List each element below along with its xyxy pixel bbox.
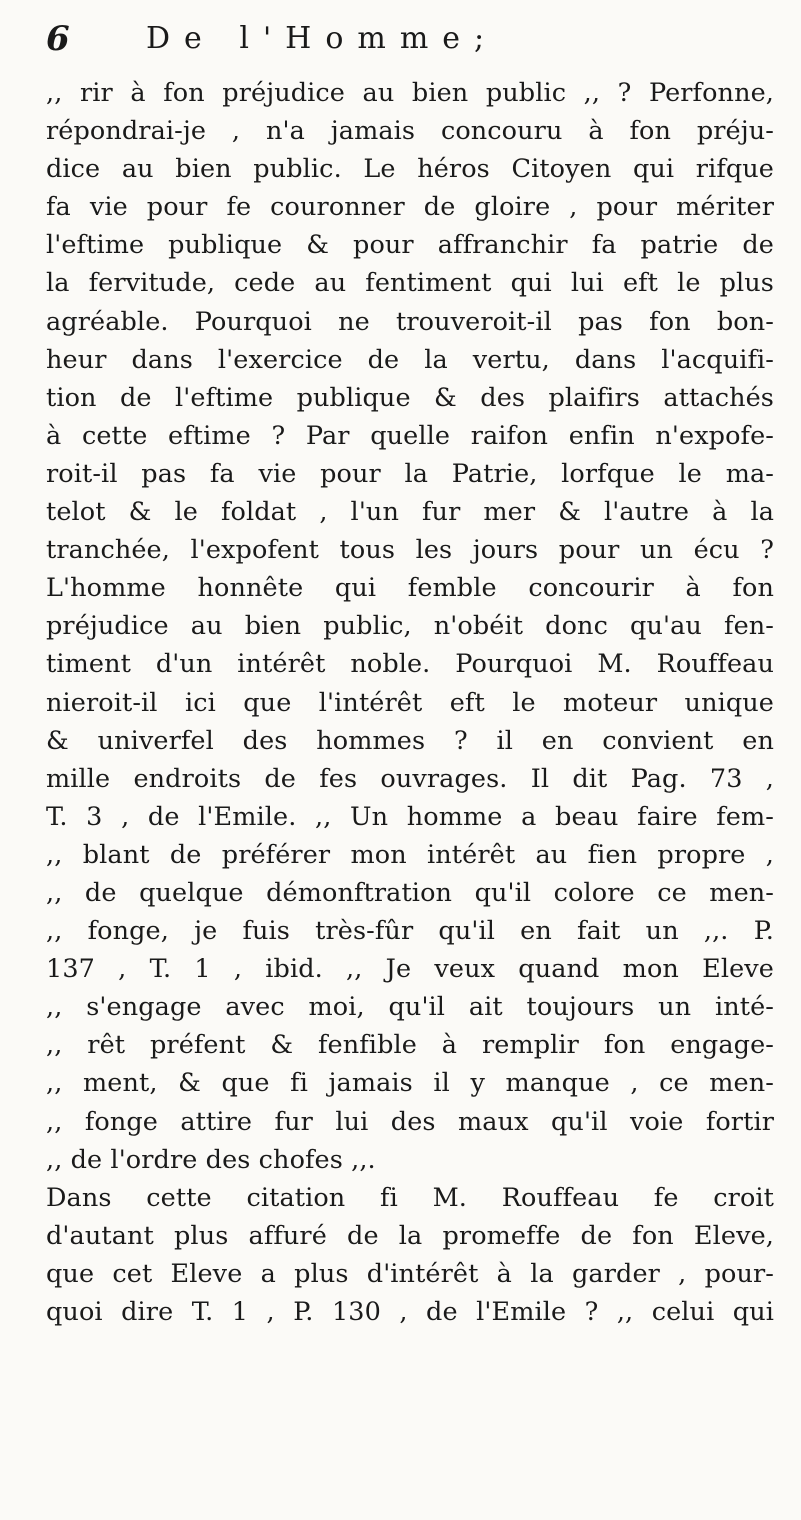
body-text: [46, 74, 774, 1331]
text-line: tion de l'eftime publique & des plaifirs attachés: [46, 382, 774, 413]
text-line: préjudice au bien public, n'obéit donc qu'au fen-: [46, 611, 774, 642]
text-line: ,, fonge, je fuis très-fûr qu'il en fait un ,,. P.: [46, 916, 774, 947]
text-line: à cette eftime ? Par quelle raifon enfin n'expofe-: [46, 420, 774, 451]
text-line: ,, fonge attire fur lui des maux qu'il voie fortir: [46, 1106, 774, 1137]
text-line: quoi dire T. 1 , P. 130 , de l'Emile ? ,, celui qui: [46, 1297, 774, 1327]
text-line: & univerfel des hommes ? il en convient en: [46, 725, 774, 756]
text-line: ,, de l'ordre des chofes ,,.: [46, 1144, 376, 1175]
page-header: [46, 14, 766, 64]
text-line: d'autant plus affuré de la promeffe de fon Eleve,: [46, 1220, 774, 1251]
text-line: L'homme honnête qui femble concourir à fon: [46, 573, 774, 604]
text-line: agréable. Pourquoi ne trouveroit-il pas fon bon-: [46, 306, 774, 337]
text-line: ,, ment, & que fi jamais il y manque , ce men-: [46, 1068, 774, 1099]
text-line: ,, de quelque démonftration qu'il colore ce men-: [46, 877, 774, 908]
text-line: tranchée, l'expofent tous les jours pour un écu ?: [46, 535, 774, 566]
text-line: mille endroits de fes ouvrages. Il dit Pag. 73 ,: [46, 763, 774, 794]
text-line: ,, rêt préfent & fenfible à remplir fon engage-: [46, 1030, 774, 1061]
text-line: roit-il pas fa vie pour la Patrie, lorfque le ma-: [46, 458, 774, 489]
text-line: 137 , T. 1 , ibid. ,, Je veux quand mon Eleve: [46, 954, 774, 985]
text-line: dice au bien public. Le héros Citoyen qui rifque: [46, 154, 774, 185]
page-number: 6: [46, 19, 70, 59]
text-line: répondrai-je , n'a jamais concouru à fon préju-: [46, 116, 774, 147]
text-line: ,, s'engage avec moi, qu'il ait toujours un inté-: [46, 992, 774, 1023]
text-line: nieroit-il ici que l'intérêt eft le moteur unique: [46, 687, 774, 718]
text-line: ,, rir à fon préjudice au bien public ,, ? Perfonne,: [46, 78, 774, 108]
text-line: ,, blant de préférer mon intérêt au fien propre ,: [46, 839, 774, 870]
text-line: Dans cette citation fi M. Rouffeau fe croit: [46, 1182, 774, 1213]
running-title: De l'Homme;: [146, 21, 499, 56]
text-line: heur dans l'exercice de la vertu, dans l'acquifi-: [46, 344, 774, 375]
text-line: telot & le foldat , l'un fur mer & l'autre à la: [46, 497, 774, 528]
text-line: la fervitude, cede au fentiment qui lui eft le plus: [46, 268, 774, 299]
text-line: timent d'un intérêt noble. Pourquoi M. Rouffeau: [46, 649, 774, 680]
text-line: l'eftime publique & pour affranchir fa patrie de: [46, 230, 774, 261]
text-line: T. 3 , de l'Emile. ,, Un homme a beau faire fem-: [46, 801, 774, 832]
text-line: que cet Eleve a plus d'intérêt à la garder , pour-: [46, 1258, 774, 1289]
text-line: fa vie pour fe couronner de gloire , pour mériter: [46, 192, 774, 223]
